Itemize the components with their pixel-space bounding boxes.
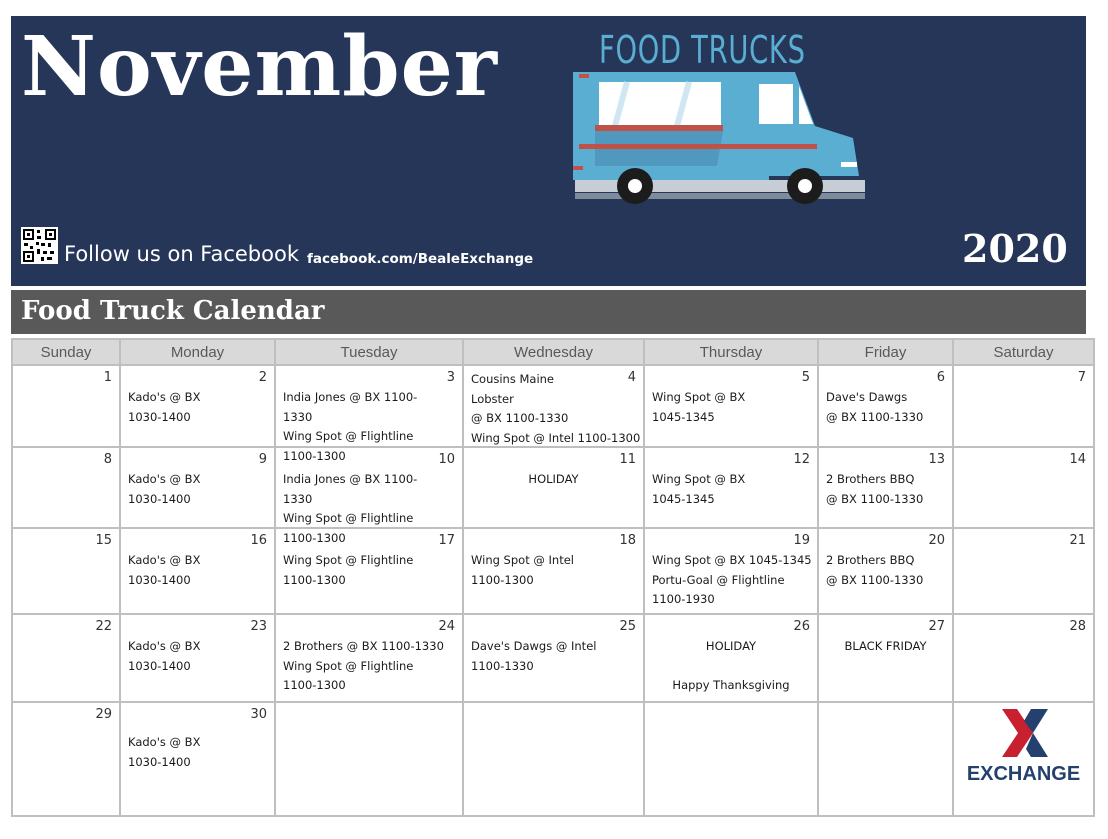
day-number: 28	[1069, 619, 1086, 634]
day-cell	[120, 447, 275, 528]
day-cell	[463, 528, 644, 614]
qr-code-icon[interactable]	[21, 227, 58, 264]
facebook-link[interactable]: facebook.com/BealeExchange	[307, 251, 534, 267]
day-cell	[12, 447, 120, 528]
calendar-title-bar	[11, 290, 1086, 334]
day-cell	[818, 447, 953, 528]
header-banner	[11, 16, 1086, 286]
day-cell	[275, 365, 463, 463]
day-cell	[275, 702, 463, 816]
week-row	[12, 614, 1094, 702]
day-number: 6	[936, 370, 945, 385]
day-cell	[463, 614, 644, 702]
day-number: 27	[928, 619, 945, 634]
exchange-logo	[954, 703, 1093, 815]
day-number: 22	[95, 619, 112, 634]
day-cell	[12, 365, 120, 447]
day-number: 1	[103, 370, 112, 385]
day-cell	[953, 447, 1094, 528]
exchange-logo-text: EXCHANGE	[966, 763, 1081, 785]
day-events: 2 Brothers BBQ @ BX 1100-1330	[826, 553, 924, 587]
day-cell	[463, 447, 644, 528]
day-events: Kado's @ BX 1030-1400	[128, 639, 201, 673]
weekday-header: Friday	[818, 339, 953, 365]
day-events: Dave's Dawgs @ BX 1100-1330	[826, 390, 924, 424]
food-trucks-title: FOOD TRUCKS	[599, 28, 806, 72]
day-number: 29	[95, 707, 112, 722]
day-events: Wing Spot @ BX 1045-1345	[652, 390, 746, 424]
day-number: 24	[438, 619, 455, 634]
day-cell	[818, 365, 953, 447]
day-number: 4	[627, 370, 636, 385]
day-cell	[644, 702, 818, 816]
day-number: 3	[446, 370, 455, 385]
weekday-header-row	[12, 339, 1094, 365]
day-cell	[275, 614, 463, 702]
day-cell	[818, 702, 953, 816]
month-title: November	[21, 19, 498, 115]
day-cell	[818, 528, 953, 614]
day-cell	[12, 614, 120, 702]
day-events: 2 Brothers BBQ @ BX 1100-1330	[826, 472, 924, 506]
day-number: 20	[928, 533, 945, 548]
day-number: 25	[619, 619, 636, 634]
day-cell	[120, 528, 275, 614]
day-cell	[463, 702, 644, 816]
day-events: Wing Spot @ BX 1045-1345 Portu-Goal @ Flightline 1100-1930	[652, 553, 812, 606]
day-cell	[644, 447, 818, 528]
day-cell	[120, 702, 275, 816]
day-cell	[953, 528, 1094, 614]
day-number: 15	[95, 533, 112, 548]
day-cell	[644, 528, 818, 614]
weekday-header: Sunday	[12, 339, 120, 365]
day-cell	[120, 614, 275, 702]
day-events: Dave's Dawgs @ Intel 1100-1330	[471, 639, 597, 673]
day-number: 11	[619, 452, 636, 467]
year-label: 2020	[962, 226, 1068, 271]
follow-facebook-text: Follow us on Facebook	[64, 242, 299, 266]
weekday-header: Monday	[120, 339, 275, 365]
day-cell	[12, 528, 120, 614]
day-events: Wing Spot @ Intel 1100-1300	[471, 553, 574, 587]
weekday-header: Wednesday	[463, 339, 644, 365]
day-cell	[463, 365, 644, 447]
day-number: 19	[793, 533, 810, 548]
day-cell	[120, 365, 275, 447]
day-number: 30	[250, 707, 267, 722]
day-number: 8	[103, 452, 112, 467]
day-events: Cousins Maine Lobster @ BX 1100-1330 Wing Spot @ Intel 1100-1300	[471, 372, 641, 445]
exchange-x-icon	[1000, 707, 1050, 759]
day-cell	[953, 614, 1094, 702]
day-events: Kado's @ BX 1030-1400	[128, 472, 201, 506]
day-events: Wing Spot @ Flightline 1100-1300	[283, 553, 414, 587]
day-number: 13	[928, 452, 945, 467]
week-row	[12, 365, 1094, 447]
day-number: 16	[250, 533, 267, 548]
day-number: 12	[793, 452, 810, 467]
day-cell	[12, 702, 120, 816]
day-number: 9	[258, 452, 267, 467]
weekday-header: Tuesday	[275, 339, 463, 365]
day-events: India Jones @ BX 1100-1330 Wing Spot @ Flightline 1100-1300	[283, 390, 418, 463]
weekday-header: Saturday	[953, 339, 1094, 365]
day-events: Wing Spot @ BX 1045-1345	[652, 472, 746, 506]
day-number: 18	[619, 533, 636, 548]
day-number: 7	[1077, 370, 1086, 385]
day-events: HOLIDAY Happy Thanksgiving	[672, 639, 790, 692]
day-cell	[644, 614, 818, 702]
day-number: 26	[793, 619, 810, 634]
weekday-header: Thursday	[644, 339, 818, 365]
day-events: Kado's @ BX 1030-1400	[128, 735, 201, 769]
day-number: 10	[438, 452, 455, 467]
food-truck-icon	[569, 68, 869, 208]
calendar-grid	[11, 338, 1095, 817]
day-events: Kado's @ BX 1030-1400	[128, 553, 201, 587]
day-cell	[644, 365, 818, 447]
day-number: 2	[258, 370, 267, 385]
day-events: HOLIDAY	[528, 472, 579, 486]
day-cell	[275, 528, 463, 614]
week-row	[12, 528, 1094, 614]
day-cell	[953, 365, 1094, 447]
day-number: 17	[438, 533, 455, 548]
day-events: India Jones @ BX 1100-1330 Wing Spot @ Flightline 1100-1300	[283, 472, 418, 545]
day-events: Kado's @ BX 1030-1400	[128, 390, 201, 424]
day-cell	[818, 614, 953, 702]
week-row	[12, 702, 1094, 816]
day-number: 14	[1069, 452, 1086, 467]
day-number: 21	[1069, 533, 1086, 548]
day-number: 5	[801, 370, 810, 385]
day-events: 2 Brothers @ BX 1100-1330 Wing Spot @ Flightline 1100-1300	[283, 639, 444, 692]
day-events: BLACK FRIDAY	[844, 639, 927, 653]
day-number: 23	[250, 619, 267, 634]
calendar-title: Food Truck Calendar	[21, 296, 325, 326]
logo-cell	[953, 702, 1094, 816]
week-row	[12, 447, 1094, 528]
